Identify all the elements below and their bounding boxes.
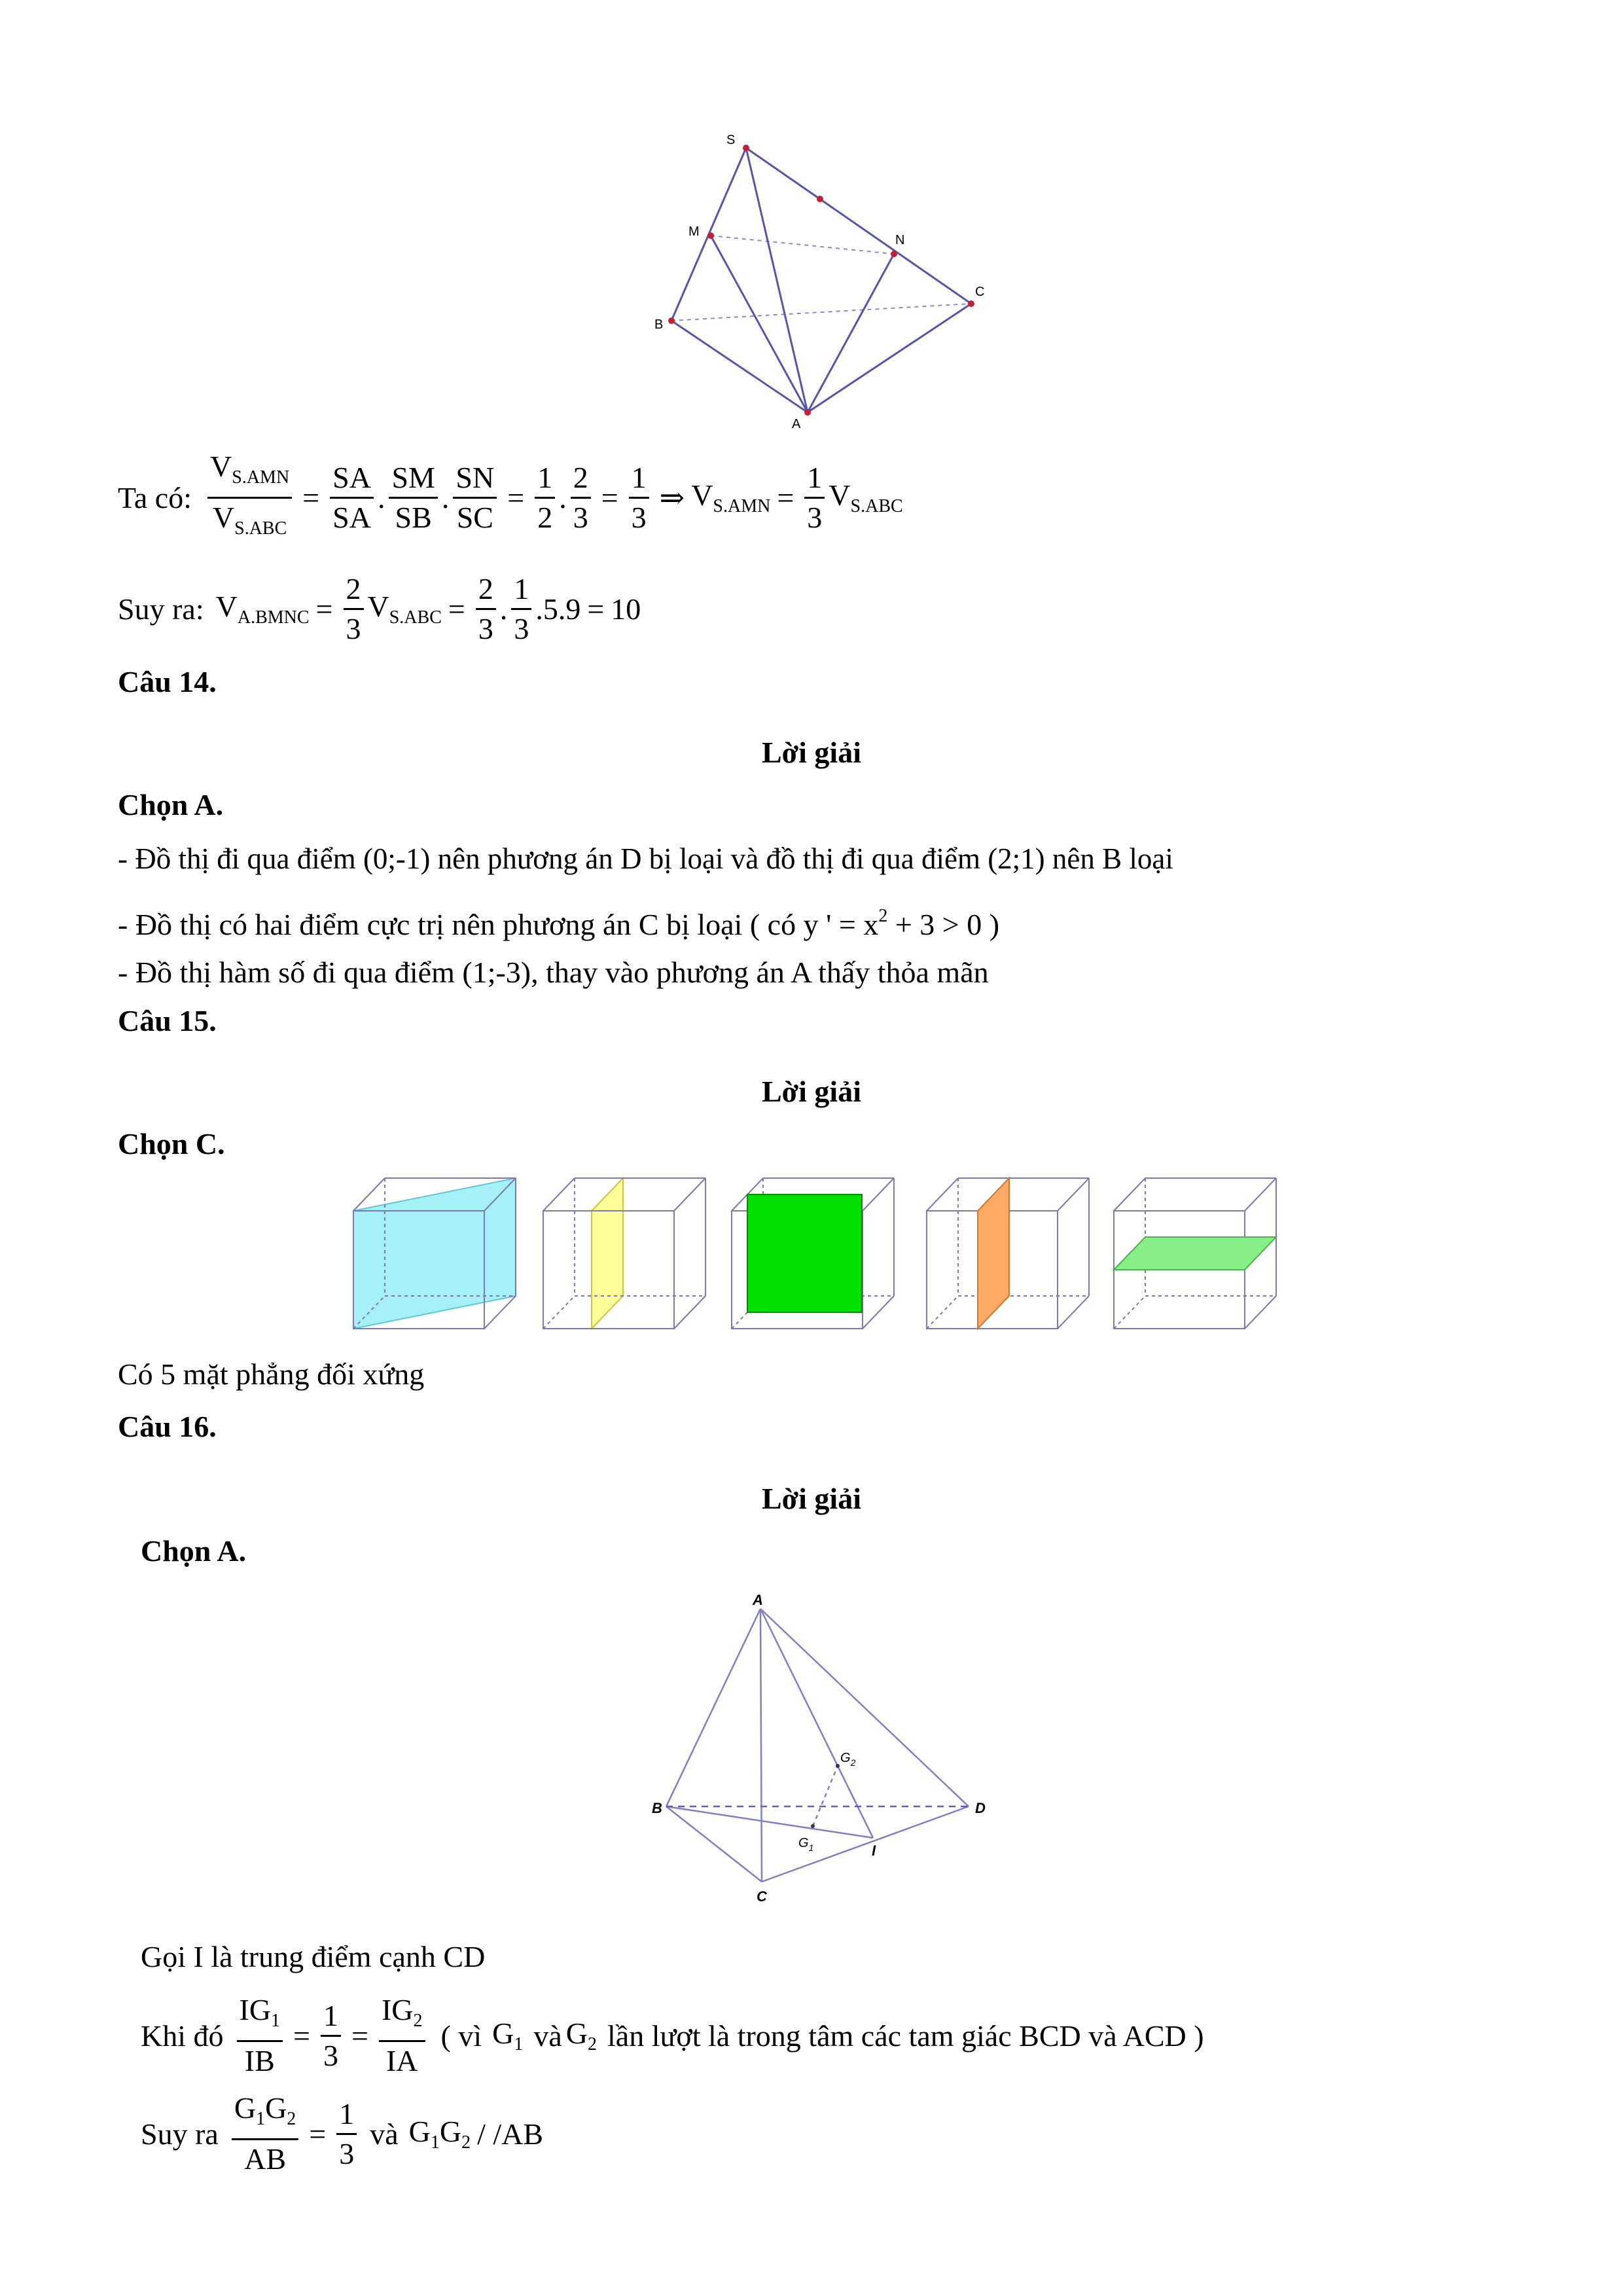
edge-ab	[671, 321, 808, 412]
cau16-loigiai: Lời giải	[762, 1482, 861, 1515]
cau14-bullet-3: - Đồ thị hàm số đi qua điểm (1;-3), thay vào phương án A thấy thỏa mãn	[118, 956, 989, 989]
cau14-title: Câu 14.	[118, 665, 217, 698]
label-g2: $G_2$	[840, 1751, 856, 1768]
plane-middle-green	[747, 1194, 862, 1312]
cube-4	[927, 1178, 1089, 1329]
plane-vertical-yellow	[592, 1178, 623, 1329]
cau16-goi: Gọi I là trung điểm cạnh CD	[141, 1940, 486, 1973]
label-c: C	[757, 1888, 767, 1905]
fraction-2-3: $\frac{2}{3}$	[571, 459, 591, 537]
point-b	[668, 317, 675, 324]
point-a	[804, 409, 811, 416]
volume-s-amn: $V_{S.AMN}$	[691, 478, 771, 516]
cau15-title: Câu 15.	[118, 1004, 217, 1037]
fraction-sn-sc: $\frac{SN}{SC}$	[453, 459, 497, 537]
edge-am	[711, 236, 808, 412]
edge-bc-hidden	[671, 304, 971, 321]
label-m: M	[688, 224, 700, 239]
label-d: D	[975, 1800, 986, 1816]
label-b: B	[652, 1800, 662, 1816]
volume-s-abc: $V_{S.ABC}$	[829, 478, 903, 516]
point-s	[743, 145, 749, 151]
cube-5	[1114, 1178, 1276, 1329]
label-n: N	[895, 233, 905, 247]
edge-ac	[808, 304, 971, 412]
label-a: A	[753, 1592, 763, 1608]
label-g1: $G_1$	[798, 1836, 814, 1853]
cau15-loigiai: Lời giải	[762, 1075, 861, 1108]
plane-vertical-orange	[978, 1178, 1009, 1329]
fraction-1-2: $\frac{1}{2}$	[535, 459, 555, 537]
cau14-bullet-2: - Đồ thị có hai điểm cực trị nên phương án C bị loại ( có y ' = $x^2 + 3 > 0$ )	[118, 906, 1000, 941]
cau14-chon: Chọn A.	[118, 788, 224, 821]
fraction-1-3-a: $\frac{1}{3}$	[629, 459, 649, 537]
cube-3	[732, 1178, 894, 1329]
cube-1	[353, 1178, 516, 1329]
cau14-bullet-1: - Đồ thị đi qua điểm (0;-1) nên phương án D bị loại và đồ thị đi qua điểm (2;1) nên B loại	[118, 842, 1173, 875]
label-s: S	[726, 133, 736, 147]
ratio-formula-line: Ta có: $\frac{V_{S.AMN}}{V_{S.ABC}}$ = $\frac{SA}{SA}$ . $\frac{SM}{SB}$ . $\frac{SN}{SC}$ = $\frac{1}{2}$ . $\frac{2}{3}$ = $\frac{1}{3}$ ⇒ $V_{S.AMN}$ = $\frac{1}{3}$ $V_{S.ABC}$	[118, 452, 903, 543]
point-m	[707, 232, 714, 239]
edge-an	[808, 254, 894, 412]
cau16-khido-line: Khi đó $\frac{IG_1}{IB}$ = $\frac{1}{3}$ = $\frac{IG_2}{IA}$ ( vì $G_1$ và $G_2$ lần lượt là trong tâm các tam giác BCD và ACD )	[141, 1990, 1204, 2081]
label-b: B	[654, 317, 664, 332]
point-mid-sc	[817, 196, 823, 202]
cau16-title: Câu 16.	[118, 1410, 217, 1443]
edge-sc	[746, 148, 971, 304]
label-i: I	[872, 1842, 876, 1859]
ratio-prefix: Ta có:	[118, 480, 192, 514]
point-c	[968, 300, 974, 307]
tetrahedron-figure	[628, 118, 995, 445]
label-a: A	[792, 417, 801, 431]
cau16-chon: Chọn A.	[141, 1534, 247, 1568]
cau14-loigiai: Lời giải	[762, 736, 861, 769]
cube-2	[543, 1178, 705, 1329]
point-n	[891, 251, 897, 257]
plane-diagonal	[353, 1178, 516, 1329]
fraction-sa-sa: $\frac{SA}{SA}$	[330, 459, 374, 537]
tetrahedron-abcd-figure	[641, 1590, 1034, 1918]
cau15-chon: Chọn C.	[118, 1127, 225, 1160]
symmetry-planes-figure	[347, 1172, 1289, 1355]
fraction-1-3-b: $\frac{1}{3}$	[804, 459, 825, 537]
volume-result-line: Suy ra: $V_{A.BMNC}$ = $\frac{2}{3}$ $V_{S.ABC}$ = $\frac{2}{3}$ . $\frac{1}{3}$ .5.9 = 10	[118, 563, 641, 655]
edge-mn-hidden	[711, 236, 894, 254]
plane-horizontal-green	[1114, 1237, 1276, 1270]
cau15-conclusion: Có 5 mặt phẳng đối xứng	[118, 1357, 425, 1391]
edge-sa	[746, 148, 808, 412]
label-c: C	[975, 285, 985, 299]
cau16-suyra-line: Suy ra $\frac{G_1G_2}{AB}$ = $\frac{1}{3}$ và $G_1G_2$ / /AB	[141, 2088, 543, 2179]
fraction-sm-sb: $\frac{SM}{SB}$	[389, 459, 437, 537]
ratio-lhs-fraction: $\frac{V_{S.AMN}}{V_{S.ABC}}$	[207, 448, 292, 548]
